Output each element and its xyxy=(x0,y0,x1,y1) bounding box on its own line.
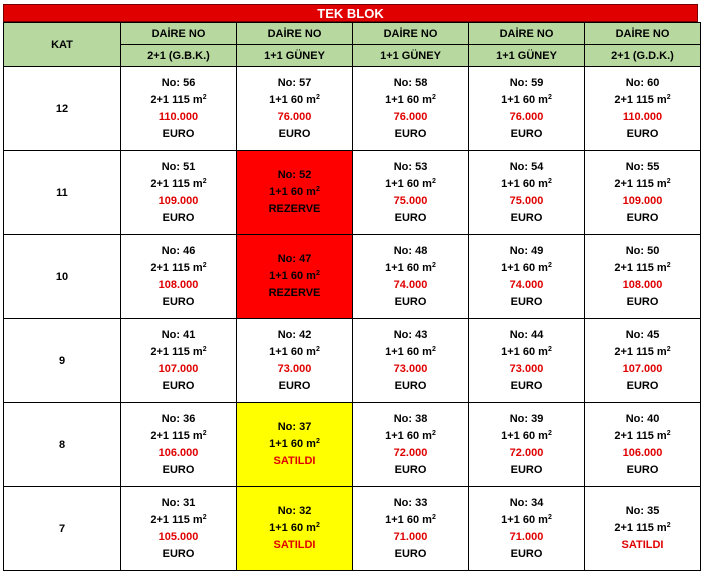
price-table xyxy=(3,22,701,571)
apartment-number: No: 41 xyxy=(161,328,196,341)
apartment-cell[interactable] xyxy=(121,151,237,235)
apartment-number: No: 52 xyxy=(277,169,312,181)
apartment-type-text: 2+1 115 m xyxy=(150,345,203,358)
apartment-type: 2+1 115 $m^2$ xyxy=(614,177,671,190)
apartment-cell[interactable] xyxy=(469,151,585,235)
column-type-header: 1+1 GÜNEY xyxy=(237,45,353,67)
apartment-type: 2+1 115 $m^2$ xyxy=(614,345,671,358)
apartment-status: EURO xyxy=(394,211,427,224)
apartment-type-text: 1+1 60 m xyxy=(385,93,432,106)
apartment-price: 106.000 xyxy=(158,446,199,459)
apartment-number: No: 49 xyxy=(509,244,544,257)
apartment-status: EURO xyxy=(626,295,659,308)
apartment-status: EURO xyxy=(510,463,543,476)
apartment-price: 109.000 xyxy=(622,194,663,207)
apartment-number: No: 32 xyxy=(277,505,312,517)
apartment-cell[interactable] xyxy=(469,235,585,319)
apartment-type-text: 2+1 115 m xyxy=(150,93,203,106)
floor-number: 11 xyxy=(4,151,121,235)
apartment-cell[interactable] xyxy=(585,67,701,151)
apartment-type: 2+1 115 $m^2$ xyxy=(614,522,671,534)
apartment-price: 107.000 xyxy=(622,362,663,375)
apartment-type: 2+1 115 $m^2$ xyxy=(614,429,671,442)
apartment-type-text: 1+1 60 m xyxy=(501,429,548,442)
apartment-type-text: 2+1 115 m xyxy=(150,513,203,526)
apartment-number: No: 55 xyxy=(625,160,660,173)
apartment-type: 2+1 115 $m^2$ xyxy=(150,345,207,358)
apartment-price: 110.000 xyxy=(622,110,663,123)
apartment-number: No: 43 xyxy=(393,328,428,341)
apartment-price: 73.000 xyxy=(509,362,544,375)
apartment-cell[interactable] xyxy=(237,151,353,235)
apartment-type-text: 2+1 115 m xyxy=(150,177,203,190)
apartment-status: EURO xyxy=(278,127,311,140)
apartment-status: EURO xyxy=(626,211,659,224)
apartment-type: 2+1 115 $m^2$ xyxy=(150,93,207,106)
apartment-type-text: 1+1 60 m xyxy=(501,177,548,190)
column-type-header: 1+1 GÜNEY xyxy=(353,45,469,67)
column-type-header: 2+1 (G.B.K.) xyxy=(121,45,237,67)
apartment-cell[interactable] xyxy=(121,67,237,151)
apartment-number: No: 54 xyxy=(509,160,544,173)
apartment-status: EURO xyxy=(394,379,427,392)
apartment-number: No: 44 xyxy=(509,328,544,341)
apartment-number: No: 59 xyxy=(509,76,544,89)
floor-number: 8 xyxy=(4,403,121,487)
apartment-price: 106.000 xyxy=(622,446,663,459)
apartment-cell[interactable] xyxy=(353,319,469,403)
apartment-type-text: 1+1 60 m xyxy=(269,270,316,282)
apartment-price: 76.000 xyxy=(277,110,312,123)
apartment-number: No: 37 xyxy=(277,421,312,433)
floor-row xyxy=(4,151,701,235)
apartment-type: 2+1 115 $m^2$ xyxy=(150,177,207,190)
apartment-type: 2+1 115 $m^2$ xyxy=(150,261,207,274)
apartment-status: EURO xyxy=(510,211,543,224)
apartment-type: 2+1 115 $m^2$ xyxy=(150,513,207,526)
apartment-status: REZERVE xyxy=(268,287,321,299)
apartment-status: REZERVE xyxy=(268,203,321,215)
apartment-number: No: 42 xyxy=(277,328,312,341)
apartment-price: 110.000 xyxy=(158,110,199,123)
apartment-cell[interactable] xyxy=(353,235,469,319)
apartment-type: 1+1 60 $m^2$ xyxy=(269,345,320,358)
floor-row xyxy=(4,67,701,151)
apartment-number: No: 40 xyxy=(625,412,660,425)
apartment-type-text: 2+1 115 m xyxy=(614,93,667,106)
apartment-type-text: 1+1 60 m xyxy=(269,345,316,358)
apartment-cell[interactable] xyxy=(585,319,701,403)
floor-number: 10 xyxy=(4,235,121,319)
apartment-price: 74.000 xyxy=(393,278,428,291)
floor-number: 9 xyxy=(4,319,121,403)
apartment-status: EURO xyxy=(510,379,543,392)
apartment-number: No: 39 xyxy=(509,412,544,425)
apartment-cell[interactable] xyxy=(237,403,353,487)
apartment-type-text: 2+1 115 m xyxy=(614,522,667,534)
apartment-cell[interactable] xyxy=(585,235,701,319)
apartment-status: EURO xyxy=(626,463,659,476)
apartment-status: EURO xyxy=(510,295,543,308)
apartment-type-text: 2+1 115 m xyxy=(150,429,203,442)
apartment-type: 1+1 60 $m^2$ xyxy=(385,93,436,106)
apartment-type-text: 1+1 60 m xyxy=(501,345,548,358)
apartment-number: No: 53 xyxy=(393,160,428,173)
apartment-type-text: 1+1 60 m xyxy=(269,438,316,450)
apartment-cell[interactable] xyxy=(353,403,469,487)
apartment-type-text: 1+1 60 m xyxy=(385,261,432,274)
apartment-type-text: 1+1 60 m xyxy=(269,522,316,534)
apartment-status: SATILDI xyxy=(273,455,316,467)
apartment-status: EURO xyxy=(162,547,195,560)
apartment-status: EURO xyxy=(394,463,427,476)
apartment-type: 1+1 60 $m^2$ xyxy=(501,93,552,106)
apartment-status: SATILDI xyxy=(273,539,316,551)
apartment-number: No: 38 xyxy=(393,412,428,425)
apartment-price: 71.000 xyxy=(393,530,428,543)
floor-row xyxy=(4,403,701,487)
apartment-cell[interactable] xyxy=(121,319,237,403)
apartment-number: No: 45 xyxy=(625,328,660,341)
apartment-type: 1+1 60 $m^2$ xyxy=(501,345,552,358)
floor-row xyxy=(4,319,701,403)
floor-number: 7 xyxy=(4,487,121,571)
apartment-status: EURO xyxy=(278,379,311,392)
apartment-status: EURO xyxy=(162,211,195,224)
apartment-cell[interactable] xyxy=(237,235,353,319)
apartment-type: 1+1 60 $m^2$ xyxy=(269,438,320,450)
apartment-type: 1+1 60 $m^2$ xyxy=(501,261,552,274)
apartment-type: 1+1 60 $m^2$ xyxy=(385,345,436,358)
daire-header: DAİRE NO xyxy=(237,23,353,45)
apartment-type: 1+1 60 $m^2$ xyxy=(385,261,436,274)
apartment-price: 72.000 xyxy=(509,446,544,459)
apartment-type-text: 1+1 60 m xyxy=(385,345,432,358)
apartment-price: 72.000 xyxy=(393,446,428,459)
apartment-status: EURO xyxy=(626,379,659,392)
apartment-cell[interactable] xyxy=(353,67,469,151)
apartment-number: No: 34 xyxy=(509,496,544,509)
apartment-number: No: 46 xyxy=(161,244,196,257)
apartment-cell[interactable] xyxy=(121,235,237,319)
apartment-type: 1+1 60 $m^2$ xyxy=(385,429,436,442)
apartment-price: 108.000 xyxy=(158,278,199,291)
apartment-type: 2+1 115 $m^2$ xyxy=(614,261,671,274)
apartment-status: EURO xyxy=(162,127,195,140)
daire-header: DAİRE NO xyxy=(585,23,701,45)
apartment-cell[interactable] xyxy=(121,403,237,487)
kat-header: KAT xyxy=(4,23,121,67)
apartment-cell[interactable] xyxy=(585,403,701,487)
apartment-type-text: 1+1 60 m xyxy=(385,429,432,442)
apartment-number: No: 47 xyxy=(277,253,312,265)
apartment-status: EURO xyxy=(162,463,195,476)
apartment-price: 74.000 xyxy=(509,278,544,291)
apartment-cell[interactable] xyxy=(237,67,353,151)
apartment-price: 75.000 xyxy=(393,194,428,207)
apartment-number: No: 31 xyxy=(161,496,196,509)
daire-header: DAİRE NO xyxy=(353,23,469,45)
apartment-price: 105.000 xyxy=(158,530,199,543)
apartment-type: 2+1 115 $m^2$ xyxy=(150,429,207,442)
apartment-number: No: 51 xyxy=(161,160,196,173)
apartment-type-text: 1+1 60 m xyxy=(269,186,316,198)
apartment-cell[interactable] xyxy=(585,151,701,235)
apartment-status: EURO xyxy=(394,127,427,140)
apartment-number: No: 33 xyxy=(393,496,428,509)
apartment-price: 107.000 xyxy=(158,362,199,375)
apartment-status: EURO xyxy=(510,127,543,140)
apartment-price: 76.000 xyxy=(393,110,428,123)
apartment-type-text: 2+1 115 m xyxy=(150,261,203,274)
apartment-cell[interactable] xyxy=(469,403,585,487)
apartment-number: No: 56 xyxy=(161,76,196,89)
apartment-type: 1+1 60 $m^2$ xyxy=(385,513,436,526)
apartment-price: 73.000 xyxy=(277,362,312,375)
apartment-price: 71.000 xyxy=(509,530,544,543)
apartment-price: 73.000 xyxy=(393,362,428,375)
header-row-daire xyxy=(4,23,701,45)
apartment-type-text: 2+1 115 m xyxy=(614,177,667,190)
apartment-type-text: 1+1 60 m xyxy=(501,513,548,526)
apartment-status: EURO xyxy=(626,127,659,140)
apartment-type-text: 1+1 60 m xyxy=(385,177,432,190)
apartment-type: 1+1 60 $m^2$ xyxy=(269,522,320,534)
apartment-number: No: 50 xyxy=(625,244,660,257)
apartment-cell[interactable] xyxy=(469,319,585,403)
apartment-type-text: 1+1 60 m xyxy=(269,93,316,106)
floor-number: 12 xyxy=(4,67,121,151)
apartment-type: 1+1 60 $m^2$ xyxy=(269,270,320,282)
apartment-type-text: 1+1 60 m xyxy=(501,93,548,106)
apartment-number: No: 35 xyxy=(625,505,660,517)
apartment-status: EURO xyxy=(162,295,195,308)
apartment-number: No: 57 xyxy=(277,76,312,89)
apartment-type: 1+1 60 $m^2$ xyxy=(501,429,552,442)
apartment-type: 1+1 60 $m^2$ xyxy=(385,177,436,190)
apartment-status: EURO xyxy=(394,295,427,308)
apartment-type-text: 1+1 60 m xyxy=(385,513,432,526)
column-type-header: 1+1 GÜNEY xyxy=(469,45,585,67)
column-type-header: 2+1 (G.D.K.) xyxy=(585,45,701,67)
apartment-number: No: 48 xyxy=(393,244,428,257)
apartment-cell[interactable] xyxy=(353,151,469,235)
apartment-type: 1+1 60 $m^2$ xyxy=(501,177,552,190)
apartment-price: 108.000 xyxy=(622,278,663,291)
apartment-type: 1+1 60 $m^2$ xyxy=(269,93,320,106)
apartment-type-text: 2+1 115 m xyxy=(614,261,667,274)
apartment-status: SATILDI xyxy=(621,539,664,551)
apartment-type: 1+1 60 $m^2$ xyxy=(501,513,552,526)
apartment-cell[interactable] xyxy=(237,319,353,403)
apartment-number: No: 36 xyxy=(161,412,196,425)
apartment-type-text: 2+1 115 m xyxy=(614,345,667,358)
apartment-status: EURO xyxy=(510,547,543,560)
apartment-status: EURO xyxy=(162,379,195,392)
apartment-number: No: 58 xyxy=(393,76,428,89)
apartment-type-text: 1+1 60 m xyxy=(501,261,548,274)
apartment-type: 2+1 115 $m^2$ xyxy=(614,93,671,106)
block-title: TEK BLOK xyxy=(3,4,698,22)
apartment-cell[interactable] xyxy=(469,67,585,151)
apartment-price: 75.000 xyxy=(509,194,544,207)
apartment-price: 109.000 xyxy=(158,194,199,207)
daire-header: DAİRE NO xyxy=(469,23,585,45)
apartment-type-text: 2+1 115 m xyxy=(614,429,667,442)
floor-row xyxy=(4,235,701,319)
apartment-price: 76.000 xyxy=(509,110,544,123)
apartment-number: No: 60 xyxy=(625,76,660,89)
apartment-type: 1+1 60 $m^2$ xyxy=(269,186,320,198)
daire-header: DAİRE NO xyxy=(121,23,237,45)
apartment-status: EURO xyxy=(394,547,427,560)
